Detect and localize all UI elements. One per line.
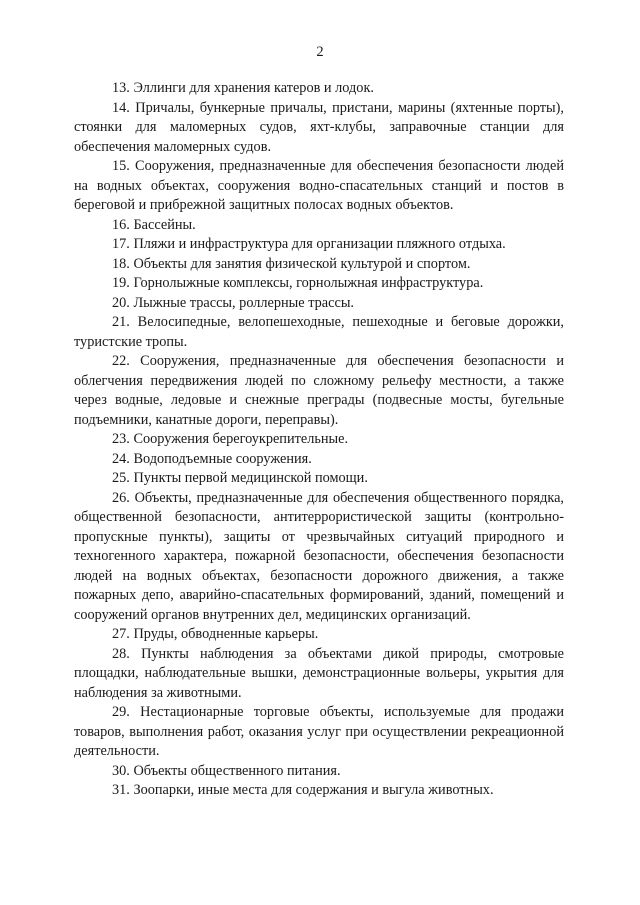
list-item-25: 25. Пункты первой медицинской помощи. bbox=[112, 470, 368, 486]
list-item-21: 21. Велосипедные, велопешеходные, пешеходные и беговые дорожки, туристские тропы. bbox=[74, 314, 564, 350]
list-item-19: 19. Горнолыжные комплексы, горнолыжная инфраструктура. bbox=[112, 275, 484, 291]
list-item-16: 16. Бассейны. bbox=[112, 216, 196, 233]
list-item-20: 20. Лыжные трассы, роллерные трассы. bbox=[112, 294, 354, 311]
list-item-31: 31. Зоопарки, иные места для содержания и выгула животных. bbox=[112, 782, 494, 798]
list-item-27: 27. Пруды, обводненные карьеры. bbox=[112, 626, 319, 642]
list-item-29: 29. Нестационарные торговые объекты, используемые для продажи товаров, выполнения работ, оказания услуг при осуществлении рекреационной деятельности. bbox=[74, 704, 564, 759]
list-item-22: 22. Сооружения, предназначенные для обеспечения безопасности и облегчения передвижения людей по сложному рельефу местности, а также через водные, ледовые и снежные преграды (подвесные мосты, бугельные подъемники, канатные дороги, переправы). bbox=[74, 353, 564, 428]
page-number: 2 bbox=[316, 44, 324, 60]
list-item-30: 30. Объекты общественного питания. bbox=[112, 762, 341, 779]
list-item-13: 13. Эллинги для хранения катеров и лодок. bbox=[112, 80, 374, 96]
list-item-18: 18. Объекты для занятия физической культурой и спортом. bbox=[112, 255, 471, 272]
list-item-15: 15. Сооружения, предназначенные для обеспечения безопасности людей на водных объектах, сооружения водно-спасательных станций и постов в береговой и прибрежной защитных полосах водных объектов. bbox=[74, 158, 564, 213]
list-item-26: 26. Объекты, предназначенные для обеспечения общественного порядка, общественной безопасности, антитеррористической защиты (контрольно-пропускные пункты), защиты от чрезвычайных ситуаций природного и техногенного характера, пожарной безопасности, обеспечения безопасности людей на водных объектах, безопасности дорожного движения, а также пожарных депо, аварийно-спасательных формирований, зданий, помещений и сооружений органов внутренних дел, медицинских организаций. bbox=[74, 489, 564, 623]
list-item-24: 24. Водоподъемные сооружения. bbox=[112, 450, 312, 467]
list-item-23: 23. Сооружения берегоукрепительные. bbox=[112, 431, 349, 447]
list-item-14: 14. Причалы, бункерные причалы, пристани, марины (яхтенные порты), стоянки для маломерных судов, яхт-клубы, заправочные станции для обеспечения маломерных судов. bbox=[74, 99, 564, 155]
list-item-17: 17. Пляжи и инфраструктура для организации пляжного отдыха. bbox=[112, 236, 506, 252]
list-item-28: 28. Пункты наблюдения за объектами дикой природы, смотровые площадки, наблюдательные вышки, демонстрационные вольеры, укрытия для наблюдения за животными. bbox=[74, 645, 564, 701]
document-body bbox=[74, 79, 564, 801]
